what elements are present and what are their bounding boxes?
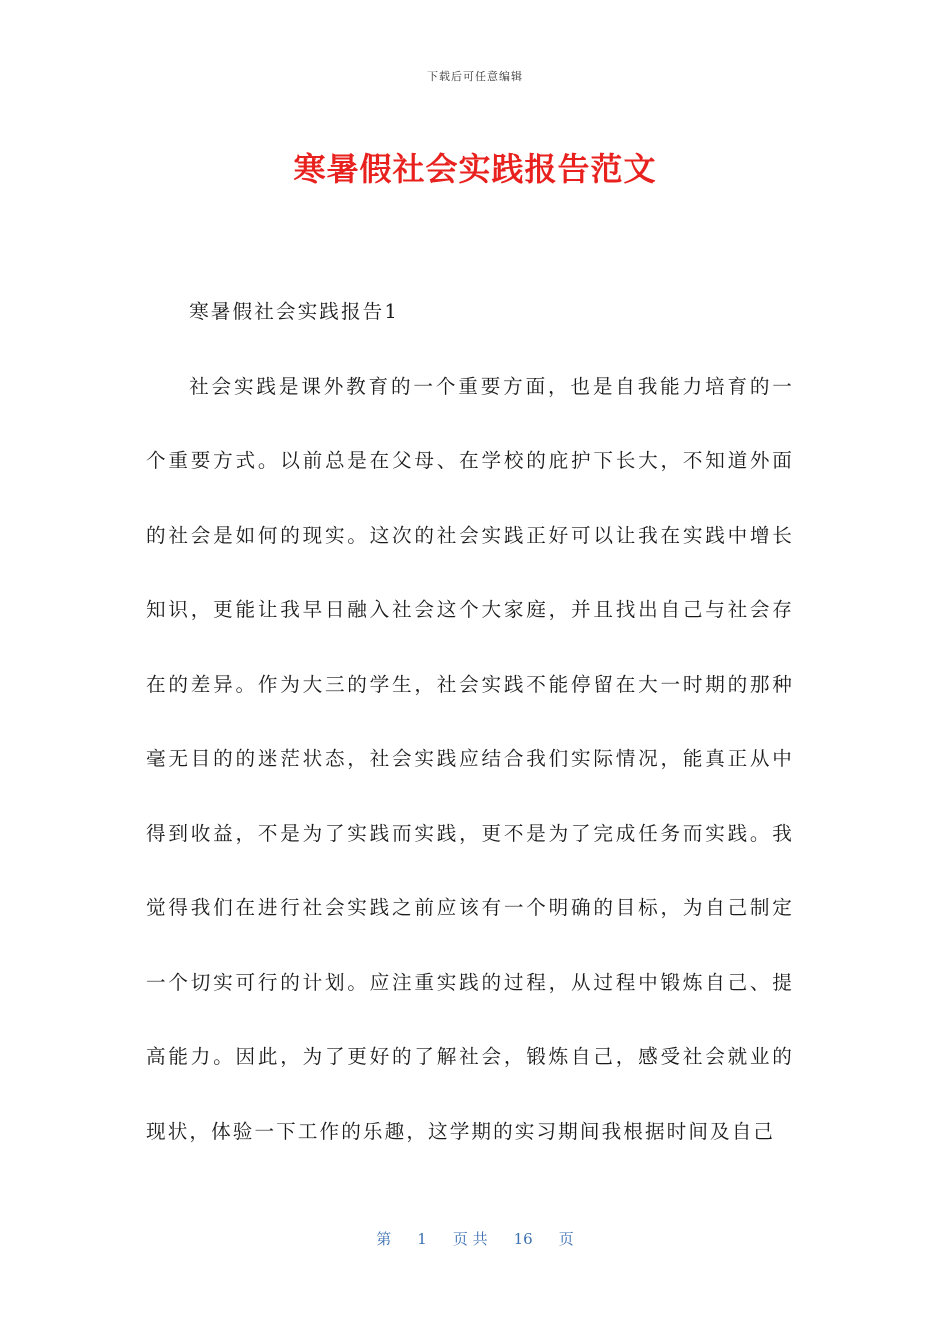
section-heading: 寒暑假社会实践报告1 (189, 300, 399, 323)
footer-page-suffix: 页 (558, 1230, 574, 1248)
paragraph: 社会实践是课外教育的一个重要方面，也是自我能力培育的一个重要方式。以前总是在父母、在学校的庇护下长大，不知道外面的社会是如何的现实。这次的社会实践正好可以让我在实践中增长知识，更能让我早日融入社会这个大家庭，并且找出自己与社会存在的差异。作为大三的学生，社会实践不能停留在大一时期的那种毫无目的的迷茫状态，社会实践应结合我们实际情况，能真正从中得到收益，不是为了实践而实践，更不是为了完成任务而实践。我觉得我们在进行社会实践之前应该有一个明确的目标，为自己制定一个切实可行的计划。应注重实践的过程，从过程中锻炼自己、提高能力。因此，为了更好的了解社会，锻炼自己，感受社会就业的现状，体验一下工作的乐趣，这学期的实习期间我根据时间及自己 (146, 374, 794, 1143)
footer-page-middle: 页 共 (452, 1230, 488, 1248)
header-note: 下载后可任意编辑 (427, 70, 523, 83)
footer-total-pages: 16 (513, 1230, 533, 1248)
footer-page-prefix: 第 (376, 1230, 392, 1248)
document-body (146, 275, 794, 1169)
document-title: 寒暑假社会实践报告范文 (293, 150, 657, 188)
page-footer (0, 1228, 950, 1249)
footer-current-page: 1 (417, 1230, 427, 1248)
